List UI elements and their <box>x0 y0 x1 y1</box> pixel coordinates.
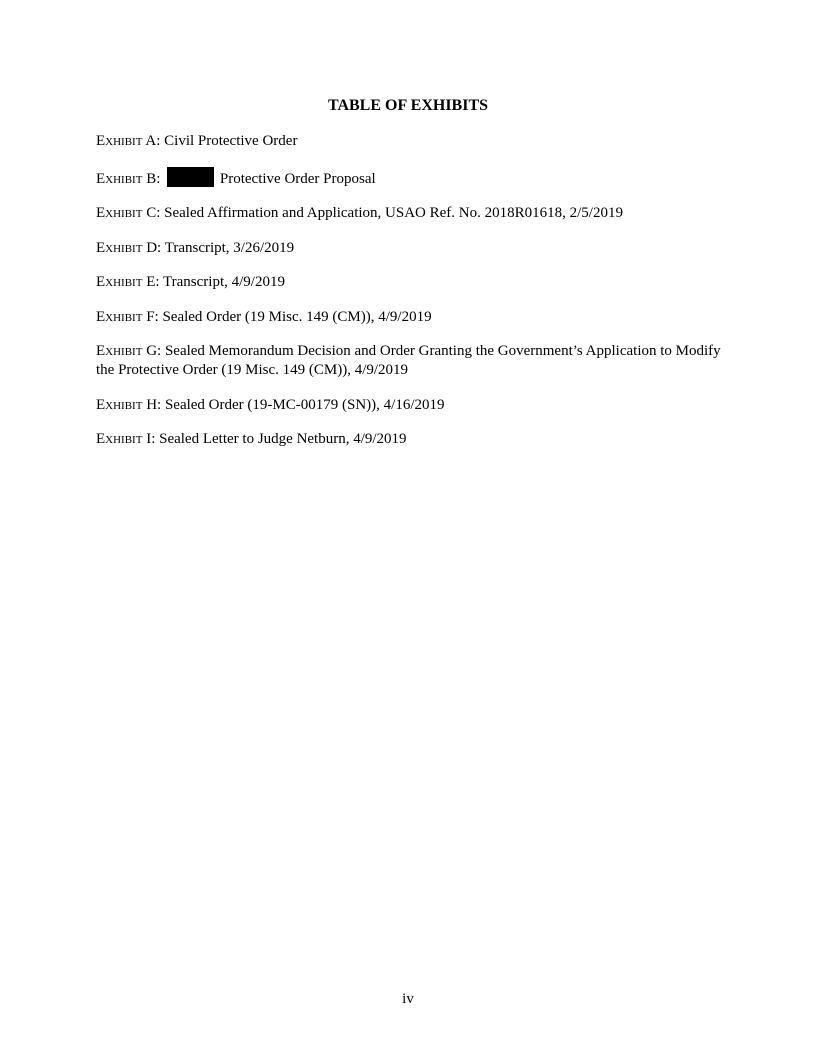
exhibit-label: Exhibit <box>96 431 143 447</box>
exhibit-description: Sealed Order (19 Misc. 149 (CM)), 4/9/2019 <box>162 308 432 325</box>
exhibit-list <box>96 132 726 465</box>
exhibit-entry-h: Exhibit H: Sealed Order (19-MC-00179 (SN)), 4/16/2019 <box>96 396 445 413</box>
exhibit-letter: A <box>145 133 157 149</box>
exhibit-label: Exhibit <box>96 170 143 187</box>
exhibit-entry-a: Exhibit A: Civil Protective Order <box>96 133 298 149</box>
exhibit-label: Exhibit <box>96 133 143 149</box>
exhibit-entry-e: Exhibit E: Transcript, 4/9/2019 <box>96 274 285 290</box>
exhibit-entry-b: Exhibit B: Protective Order Proposal <box>96 167 726 189</box>
exhibit-label: Exhibit <box>96 274 143 290</box>
exhibit-description: Transcript, 4/9/2019 <box>163 274 285 290</box>
exhibit-entry-c: Exhibit C: Sealed Affirmation and Application, USAO Ref. No. 2018R01618, 2/5/2019 <box>96 205 623 221</box>
exhibit-letter: I <box>146 431 152 447</box>
exhibit-letter: B <box>146 170 157 187</box>
exhibit-letter: D <box>146 239 158 256</box>
exhibit-letter: E <box>146 274 156 290</box>
exhibit-label: Exhibit <box>96 396 143 413</box>
exhibit-description: Sealed Affirmation and Application, USAO Ref. No. 2018R01618, 2/5/2019 <box>164 205 623 221</box>
exhibit-entry-f: Exhibit F: Sealed Order (19 Misc. 149 (CM)), 4/9/2019 <box>96 308 432 325</box>
redaction-box <box>167 167 214 187</box>
exhibit-entry-g: Exhibit G: Sealed Memorandum Decision and Order Granting the Government’s Application to Modify the Protective Order (19 Misc. 149 (CM)), 4/9/2019 <box>96 343 721 378</box>
page-number: iv <box>402 991 414 1007</box>
page-title: TABLE OF EXHIBITS <box>327 97 489 114</box>
exhibit-entry-i: Exhibit I: Sealed Letter to Judge Netburn, 4/9/2019 <box>96 431 407 447</box>
exhibit-description: Protective Order Proposal <box>219 170 376 187</box>
exhibit-description: Sealed Order (19-MC-00179 (SN)), 4/16/2019 <box>164 396 445 413</box>
exhibit-letter: H <box>146 396 158 413</box>
exhibit-letter: G <box>146 343 158 359</box>
exhibit-label: Exhibit <box>96 308 143 325</box>
exhibit-description: Sealed Memorandum Decision and Order Granting the Government’s Application to Modify the Protective Order (19 Misc. 149 (CM)), 4/9/2019 <box>96 343 721 378</box>
exhibit-letter: F <box>146 308 155 325</box>
exhibit-description: Civil Protective Order <box>164 133 298 149</box>
exhibit-description: Sealed Letter to Judge Netburn, 4/9/2019 <box>159 431 407 447</box>
exhibit-label: Exhibit <box>96 205 143 221</box>
exhibit-description: Transcript, 3/26/2019 <box>164 239 295 256</box>
exhibit-entry-d: Exhibit D: Transcript, 3/26/2019 <box>96 239 295 256</box>
exhibit-label: Exhibit <box>96 343 143 359</box>
exhibit-letter: C <box>146 205 157 221</box>
exhibit-label: Exhibit <box>96 239 143 256</box>
